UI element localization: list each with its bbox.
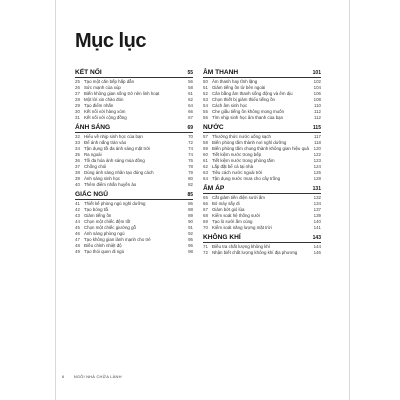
entry-page-number: 88 xyxy=(188,207,193,212)
entry-title: Lắp đặt bể cá tại nhà xyxy=(212,164,254,169)
entry-number: 53 xyxy=(203,97,208,102)
entry-page-number: 90 xyxy=(188,219,193,224)
section-heading[interactable] xyxy=(75,69,193,78)
entry-title: Dùng ánh sáng nhân tạo đúng cách xyxy=(84,170,154,175)
entry-page-number: 96 xyxy=(188,243,193,248)
entry-page-number: 108 xyxy=(313,97,321,102)
entry-number: 65 xyxy=(203,195,208,200)
entry-number: 51 xyxy=(203,85,208,90)
section-title: ÁNH SÁNG xyxy=(75,124,111,131)
section-heading[interactable] xyxy=(75,124,193,133)
entry-page-number: 102 xyxy=(313,79,321,84)
entry-number: 29 xyxy=(75,103,80,108)
entry-page-number: 120 xyxy=(313,146,321,151)
section-title: ÂM THANH xyxy=(203,69,239,76)
section-heading[interactable] xyxy=(75,191,193,200)
entry-number: 52 xyxy=(203,91,208,96)
entry-page-number: 112 xyxy=(314,115,321,120)
entry-number: 61 xyxy=(203,158,208,163)
entry-number: 56 xyxy=(203,115,208,120)
entry-title: Tạo một căn bếp hấp dẫn xyxy=(84,79,135,84)
section-title: KHÔNG KHÍ xyxy=(203,234,241,241)
entry-number: 70 xyxy=(203,225,208,230)
entry-title: Giảm bớt gió lùa xyxy=(212,207,245,212)
entry-page-number: 141 xyxy=(313,225,321,230)
entry-number: 46 xyxy=(75,231,80,236)
entry-number: 36 xyxy=(75,158,80,163)
entry-page-number: 61 xyxy=(188,91,193,96)
entry-title: Thêm điểm nhấn huyền ảo xyxy=(84,182,137,187)
entry-page-number: 134 xyxy=(313,201,321,206)
section-title: KẾT NỐI xyxy=(75,69,102,76)
entry-title: Cân bằng âm thanh sống động và êm dịu xyxy=(212,91,293,96)
entry-title: Tạo thói quen đi ngủ xyxy=(84,249,125,254)
entry-number: 31 xyxy=(75,115,80,120)
entry-page-number: 137 xyxy=(313,207,321,212)
entry-title: Âm thanh hay tĩnh lặng xyxy=(212,79,258,84)
entry-page-number: 92 xyxy=(188,231,193,236)
entry-number: 58 xyxy=(203,140,208,145)
entry-number: 66 xyxy=(203,201,208,206)
entry-number: 67 xyxy=(203,207,208,212)
entry-title: Một lời xin chào đón xyxy=(84,97,124,102)
toc-entry[interactable] xyxy=(203,176,321,182)
entry-number: 63 xyxy=(203,170,208,175)
entry-number: 25 xyxy=(75,79,80,84)
entry-title: Tận dụng tối đa ánh sáng mặt trời xyxy=(84,146,151,151)
entry-title: Tìm nhịp sinh học âm thanh của bạn xyxy=(212,115,284,120)
entry-number: 54 xyxy=(203,103,208,108)
entry-title: Sức mạnh của xúp xyxy=(84,85,121,90)
toc-entry[interactable] xyxy=(75,249,193,255)
entry-title: Chống chói xyxy=(84,164,107,169)
entry-title: Kiểm soát năng lượng mặt trời xyxy=(212,225,272,230)
entry-title: Bỏ máy sấy đi xyxy=(212,201,240,206)
entry-page-number: 72 xyxy=(188,140,193,145)
entry-title: Giảm tiếng ồn xyxy=(84,213,112,218)
page-footer xyxy=(62,374,122,379)
page-title: Mục lục xyxy=(75,30,146,52)
entry-title: Thưởng thức nước uống sạch xyxy=(212,134,271,139)
toc-section xyxy=(75,69,193,121)
entry-page-number: 89 xyxy=(188,213,193,218)
section-heading[interactable] xyxy=(203,69,321,78)
entry-number: 71 xyxy=(203,244,208,249)
entry-page-number: 95 xyxy=(188,237,193,242)
section-heading[interactable] xyxy=(203,124,321,133)
entry-page-number: 66 xyxy=(188,109,193,114)
entry-number: 39 xyxy=(75,176,80,181)
section-page-number: 55 xyxy=(187,70,193,76)
entry-number: 57 xyxy=(203,134,208,139)
toc-entry[interactable] xyxy=(75,115,193,121)
toc-section xyxy=(203,124,321,182)
entry-title: Biến phòng tắm thành nơi nghỉ dưỡng xyxy=(212,140,287,145)
section-page-number: 115 xyxy=(312,125,321,131)
entry-title: Ra ngoài xyxy=(84,152,102,157)
entry-page-number: 123 xyxy=(313,158,321,163)
entry-page-number: 76 xyxy=(188,158,193,163)
entry-page-number: 67 xyxy=(188,115,193,120)
entry-number: 62 xyxy=(203,164,208,169)
entry-title: Biến phòng tắm chung thành không gian hiệu quả xyxy=(212,146,309,151)
entry-page-number: 128 xyxy=(313,176,321,181)
entry-number: 30 xyxy=(75,109,80,114)
entry-number: 69 xyxy=(203,219,208,224)
entry-title: Ánh sáng phòng ngủ xyxy=(84,231,125,236)
entry-number: 35 xyxy=(75,152,80,157)
entry-page-number: 80 xyxy=(188,176,193,181)
entry-page-number: 117 xyxy=(314,134,321,139)
entry-title: Điều chỉnh nhiệt độ xyxy=(84,243,122,248)
entry-number: 43 xyxy=(75,213,80,218)
toc-section xyxy=(203,234,321,256)
entry-title: Chọn một chiếc đệm tốt xyxy=(84,219,131,224)
entry-number: 26 xyxy=(75,85,80,90)
entry-page-number: 144 xyxy=(313,244,321,249)
toc-entry[interactable] xyxy=(203,115,321,121)
entry-number: 68 xyxy=(203,213,208,218)
entry-page-number: 140 xyxy=(313,219,321,224)
entry-page-number: 118 xyxy=(314,140,321,145)
entry-page-number: 110 xyxy=(314,103,321,108)
section-title: GIẤC NGỦ xyxy=(75,191,108,198)
entry-page-number: 112 xyxy=(314,109,321,114)
entry-title: Tiết kiệm nước trong bếp xyxy=(212,152,262,157)
entry-number: 41 xyxy=(75,201,80,206)
entry-page-number: 82 xyxy=(188,182,193,187)
entry-page-number: 126 xyxy=(313,170,321,175)
entry-title: Kết nối với cộng đồng xyxy=(84,115,127,120)
entry-page-number: 124 xyxy=(313,164,321,169)
entry-page-number: 56 xyxy=(188,79,193,84)
entry-number: 45 xyxy=(75,225,80,230)
toc-section xyxy=(75,191,193,255)
entry-title: Tạo không gian lành mạnh cho trẻ xyxy=(84,237,151,242)
entry-number: 37 xyxy=(75,164,80,169)
section-heading[interactable] xyxy=(203,234,321,243)
entry-title: Tối đa hóa ánh sáng mùa đông xyxy=(84,158,145,163)
entry-page-number: 58 xyxy=(188,85,193,90)
toc-entry[interactable] xyxy=(203,225,321,231)
toc-section xyxy=(75,124,193,188)
toc-section xyxy=(203,185,321,231)
entry-title: Tiết kiệm nước trong phòng tắm xyxy=(212,158,275,163)
entry-number: 27 xyxy=(75,91,80,96)
entry-number: 32 xyxy=(75,134,80,139)
section-page-number: 69 xyxy=(187,125,193,131)
entry-title: Kiểm soát hệ thống sưởi xyxy=(212,213,261,218)
entry-number: 28 xyxy=(75,97,80,102)
entry-title: Chọn một chiếc giường gỗ xyxy=(84,225,136,230)
toc-left-column xyxy=(75,69,193,258)
toc-section xyxy=(203,69,321,121)
entry-page-number: 74 xyxy=(188,146,193,151)
entry-number: 38 xyxy=(75,170,80,175)
section-heading[interactable] xyxy=(203,185,321,194)
entry-page-number: 64 xyxy=(188,103,193,108)
entry-page-number: 104 xyxy=(313,85,321,90)
entry-number: 60 xyxy=(203,152,208,157)
entry-title: Tiêu cách nước ngoài trời xyxy=(212,170,263,175)
entry-number: 59 xyxy=(203,146,208,151)
entry-page-number: 122 xyxy=(313,152,321,157)
entry-page-number: 106 xyxy=(313,91,321,96)
toc-entry[interactable] xyxy=(75,182,193,188)
entry-number: 55 xyxy=(203,109,208,114)
entry-page-number: 79 xyxy=(188,170,193,175)
entry-number: 40 xyxy=(75,182,80,187)
section-title: ẨM ÁP xyxy=(203,185,225,192)
entry-page-number: 146 xyxy=(313,250,321,255)
entry-title: Nhận biết chất lượng không khí địa phương xyxy=(212,250,298,255)
entry-title: Thiết kế phòng ngủ nghỉ dưỡng xyxy=(84,201,146,206)
entry-page-number: 70 xyxy=(188,134,193,139)
entry-page-number: 78 xyxy=(188,164,193,169)
entry-page-number: 86 xyxy=(188,201,193,206)
entry-title: Biến không gian sống trở nên linh hoạt xyxy=(84,91,160,96)
entry-number: 48 xyxy=(75,243,80,248)
entry-title: Giảm tiếng ồn từ bên ngoài xyxy=(212,85,266,90)
toc-entry[interactable] xyxy=(203,250,321,256)
entry-title: Cách âm sinh học xyxy=(212,103,248,108)
entry-page-number: 139 xyxy=(313,213,321,218)
entry-number: 50 xyxy=(203,79,208,84)
entry-number: 33 xyxy=(75,140,80,145)
entry-title: Che giấu tiếng ồn không mong muốn xyxy=(212,109,285,114)
section-page-number: 143 xyxy=(312,235,321,241)
footer-page-number: 6 xyxy=(62,374,65,379)
entry-page-number: 62 xyxy=(188,97,193,102)
section-page-number: 101 xyxy=(312,70,321,76)
entry-title: Hiểu về nhịp sinh học của bạn xyxy=(84,134,143,139)
entry-page-number: 98 xyxy=(188,249,193,254)
entry-number: 47 xyxy=(75,237,80,242)
entry-number: 34 xyxy=(75,146,80,151)
section-title: NƯỚC xyxy=(203,124,224,131)
entry-title: Ánh sáng sinh học xyxy=(84,176,121,181)
entry-number: 64 xyxy=(203,176,208,181)
entry-title: Để ánh nắng tràn vào xyxy=(84,140,127,145)
entry-number: 72 xyxy=(203,250,208,255)
section-page-number: 131 xyxy=(312,186,321,192)
entry-title: Tạo lò sưởi ấm cúng xyxy=(212,219,253,224)
entry-title: Kết nối với hàng xóm xyxy=(84,109,126,114)
entry-page-number: 74 xyxy=(188,152,193,157)
toc-right-column xyxy=(203,69,321,259)
footer-book-title: NGÔI NHÀ CHỮA LÀNH xyxy=(73,374,122,379)
entry-number: 49 xyxy=(75,249,80,254)
entry-title: Cắt giảm tiền điện sưởi ấm xyxy=(212,195,265,200)
entry-page-number: 91 xyxy=(188,225,193,230)
entry-title: Tạo bóng tối xyxy=(84,207,109,212)
entry-page-number: 132 xyxy=(313,195,321,200)
entry-title: Chọn thiết bị giảm thiểu tiếng ồn xyxy=(212,97,275,102)
entry-number: 42 xyxy=(75,207,80,212)
entry-title: Tận dụng nước mưa cho cây trồng xyxy=(212,176,281,181)
entry-number: 44 xyxy=(75,219,80,224)
entry-title: Điều tra chất lượng không khí xyxy=(212,244,271,249)
entry-title: Tạo điểm nhấn xyxy=(84,103,114,108)
section-page-number: 85 xyxy=(187,192,193,198)
